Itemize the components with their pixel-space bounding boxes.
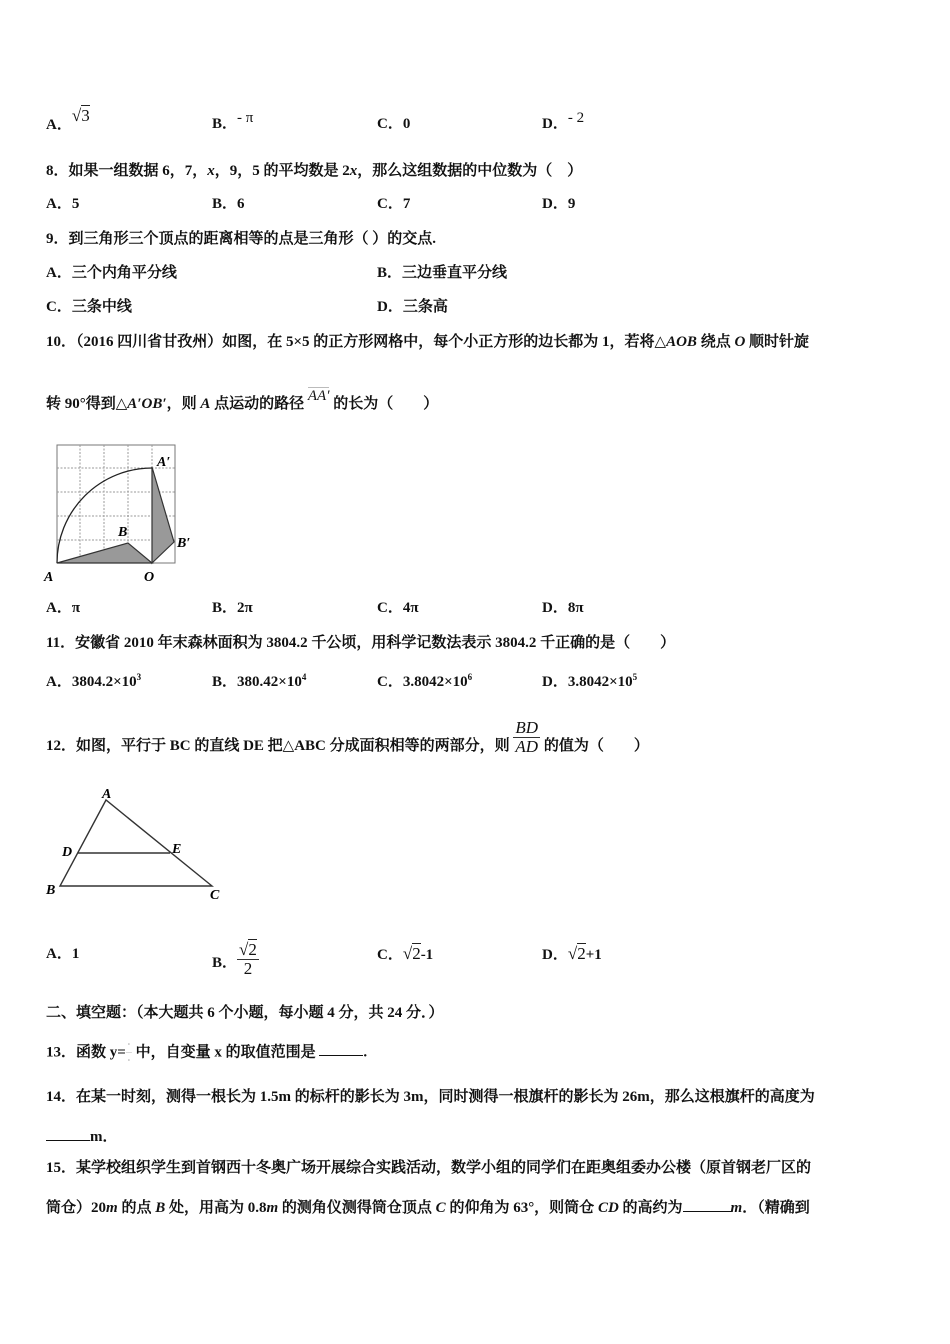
q12-option-b: B． $\frac{√2}{2}$ — [212, 940, 257, 978]
answer-blank[interactable] — [46, 1126, 90, 1141]
q8-option-a: A．5 — [46, 196, 80, 212]
answer-blank[interactable] — [683, 1197, 731, 1212]
q9-option-d: D．三条高 — [377, 299, 448, 315]
q10-option-d: D．8π — [542, 600, 584, 616]
q14-stem-line2: m． — [46, 1126, 118, 1146]
q11-option-a: A．$3804.2\times 10^3$ — [46, 672, 142, 690]
q7-option-a: A．√3 — [46, 106, 90, 133]
q11-option-c: C．$3.8042\times 10^6$ — [377, 672, 473, 690]
q11-option-d: D．$3.8042\times 10^5$ — [542, 672, 638, 690]
q10-stem-line2: 转 90°得到△A′OB′，则 A 点运动的路径 AA′ 的长为（ ） — [46, 388, 439, 412]
q8-option-c: C．7 — [377, 196, 411, 212]
q7-option-d: D．- 2 — [542, 110, 585, 132]
label-b: B — [46, 883, 56, 898]
q8-option-b: B．6 — [212, 196, 245, 212]
q11-option-b: B．$380.42\times 10^4$ — [212, 672, 307, 690]
q10-option-b: B．2π — [212, 600, 253, 616]
label-e: E — [172, 842, 182, 857]
q12-option-d: D．√2+1 — [542, 944, 602, 963]
q11-stem: 11．安徽省 2010 年末森林面积为 3804.2 千公顷，用科学记数法表示 3804.2 千正确的是（ ） — [46, 635, 676, 651]
q7-option-b: B．- π — [212, 110, 254, 132]
q9-option-a: A．三个内角平分线 — [46, 265, 177, 281]
q8-option-d: D．9 — [542, 196, 576, 212]
label-a-prime: A′ — [157, 455, 171, 470]
q13-stem: 13．函数 y= ▫ — ▫ 中，自变量 x 的取值范围是 . — [46, 1042, 368, 1064]
q10-stem-line1: 10．（2016 四川省甘孜州）如图，在 5×5 的正方形网格中，每个小正方形的边长都为 1，若将△AOB 绕点 O 顺时针旋 — [46, 334, 810, 350]
q9-stem: 9．到三角形三个顶点的距离相等的点是三角形（ ）的交点. — [46, 231, 437, 247]
label-o: O — [144, 570, 155, 585]
q10-option-a: A．π — [46, 600, 81, 616]
q10-option-c: C．4π — [377, 600, 419, 616]
label-d: D — [62, 845, 73, 860]
answer-blank[interactable] — [319, 1041, 363, 1056]
q12-option-c: C．√2-1 — [377, 944, 434, 963]
q9-option-b: B．三边垂直平分线 — [377, 265, 508, 281]
q10-grid-figure — [43, 445, 190, 585]
section-2-heading: 二、填空题：（本大题共 6 个小题，每小题 4 分，共 24 分．） — [46, 1005, 444, 1021]
q15-stem-line1: 15．某学校组织学生到首钢西十冬奥广场开展综合实践活动，数学小组的同学们在距奥组委办公楼（原首钢老厂区的 — [46, 1160, 812, 1176]
label-b: B — [118, 525, 128, 540]
label-a: A — [102, 787, 112, 802]
fraction-image: ▫ — ▫ — [125, 1042, 132, 1064]
q12-option-a: A．1 — [46, 946, 80, 962]
label-b-prime: B′ — [177, 536, 191, 551]
q14-stem-line1: 14．在某一时刻，测得一根长为 1.5m 的标杆的影长为 3m，同时测得一根旗杆的影长为 26m，那么这根旗杆的高度为 — [46, 1089, 815, 1105]
q9-option-c: C．三条中线 — [46, 299, 132, 315]
label-c: C — [210, 888, 220, 903]
q7-option-c: C．0 — [377, 116, 411, 132]
q15-stem-line2: 筒仓）20m 的点 B 处，用高为 0.8m 的测角仪测得筒仓顶点 C 的仰角为 63°，则筒仓 CD 的高约为 m．（精确到 — [46, 1197, 810, 1217]
q8-stem: 8．如果一组数据 6，7，x，9，5 的平均数是 2x，那么这组数据的中位数为（ ） — [46, 163, 583, 179]
q12-stem: 12．如图，平行于 BC 的直线 DE 把△ABC 分成面积相等的两部分，则 $\frac{BD}{AD}$ 的值为（ ） — [46, 718, 649, 756]
q12-triangle-figure — [60, 800, 212, 886]
label-a: A — [44, 570, 54, 585]
